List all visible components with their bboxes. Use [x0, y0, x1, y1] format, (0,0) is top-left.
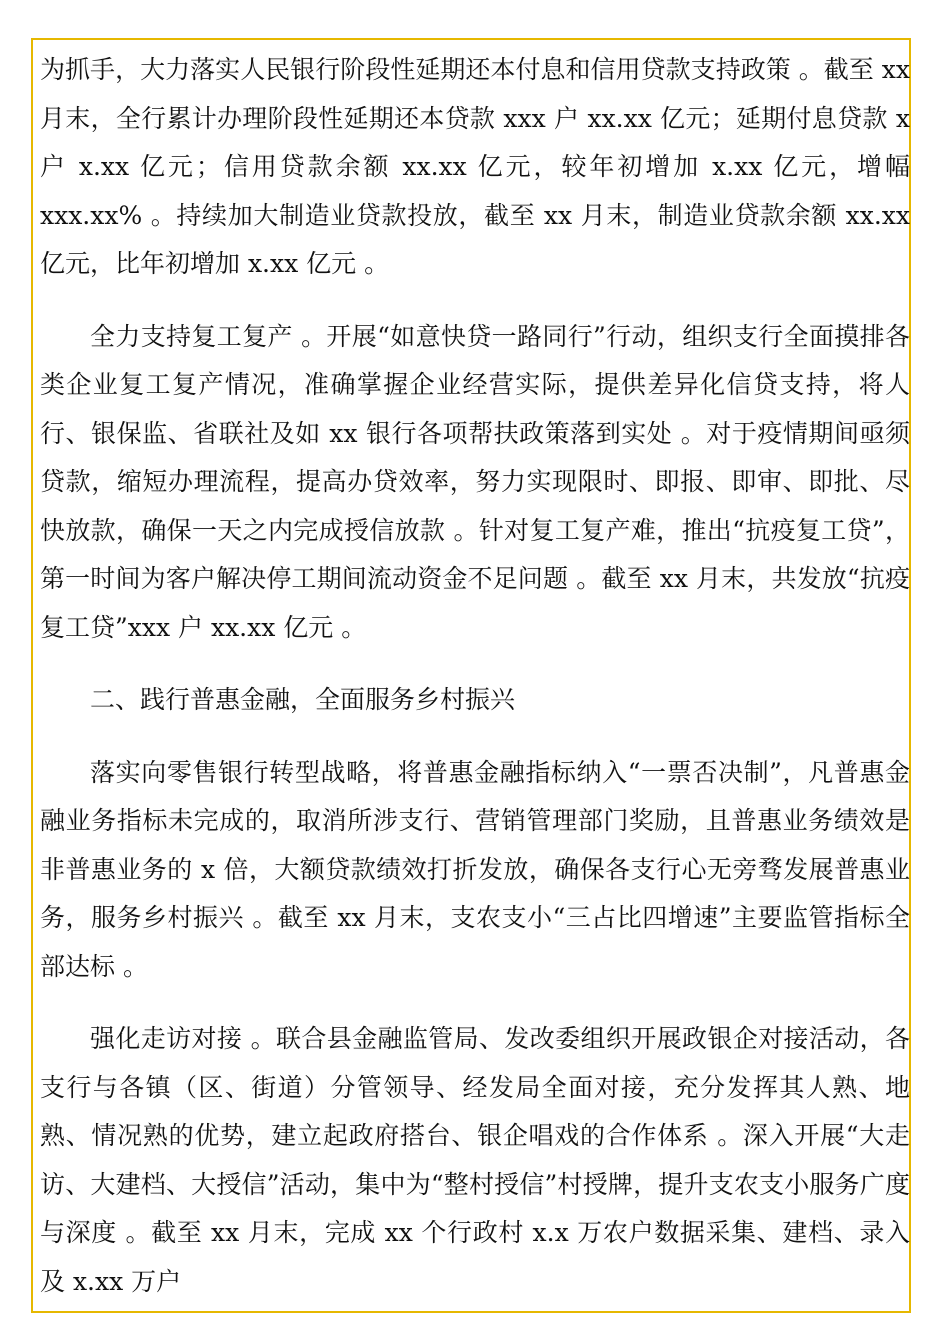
paragraph-visit-docking: 强化走访对接 。联合县金融监管局、发改委组织开展政银企对接活动，各支行与各镇（区、街道）分管领导、经发局全面对接，充分发挥其人熟、地熟、情况熟的优势，建立起政府搭台、银企唱戏的合作体系 。深入开展“大走访、大建档、大授信”活动，集中为“整村授信”村授牌，提升支农支小服务广度与深度 。截至 xx 月末，完成 xx 个行政村 x.x 万农户数据采集、建档、录入及 x.xx 万户 [40, 1024, 910, 1296]
paragraph-policy-support: 为抓手，大力落实人民银行阶段性延期还本付息和信用贷款支持政策 。截至 xx 月末，全行累计办理阶段性延期还本贷款 xxx 户 xx.xx 亿元；延期付息贷款 x 户 x.xx 亿元；信用贷款余额 xx.xx 亿元，较年初增加 x.xx 亿元，增幅 xxx.xx% 。持续加大制造业贷款投放，截至 xx 月末，制造业贷款余额 xx.xx 亿元，比年初增加 x.xx 亿元 。 [40, 55, 910, 278]
paragraph-resume-production: 全力支持复工复产 。开展“如意快贷一路同行”行动，组织支行全面摸排各类企业复工复产情况，准确掌握企业经营实际，提供差异化信贷支持，将人行、银保监、省联社及如 xx 银行各项帮扶政策落到实处 。对于疫情期间亟须贷款，缩短办理流程，提高办贷效率，努力实现限时、即报、即审、即批、尽快放款，确保一天之内完成授信放款 。针对复工复产难，推出“抗疫复工贷”，第一时间为客户解决停工期间流动资金不足问题 。截至 xx 月末，共发放“抗疫复工贷”xxx 户 xx.xx 亿元 。 [40, 321, 910, 642]
paragraph-retail-transformation: 落实向零售银行转型战略，将普惠金融指标纳入“一票否决制”，凡普惠金融业务指标未完成的，取消所涉支行、营销管理部门奖励，且普惠业务绩效是非普惠业务的 x 倍，大额贷款绩效打折发放，确保各支行心无旁骛发展普惠业务，服务乡村振兴 。截至 xx 月末，支农支小“三占比四增速”主要监管指标全部达标 。 [40, 757, 910, 981]
section-heading-inclusive-finance: 二、践行普惠金融，全面服务乡村振兴 [90, 685, 516, 714]
document-body [40, 46, 910, 1330]
